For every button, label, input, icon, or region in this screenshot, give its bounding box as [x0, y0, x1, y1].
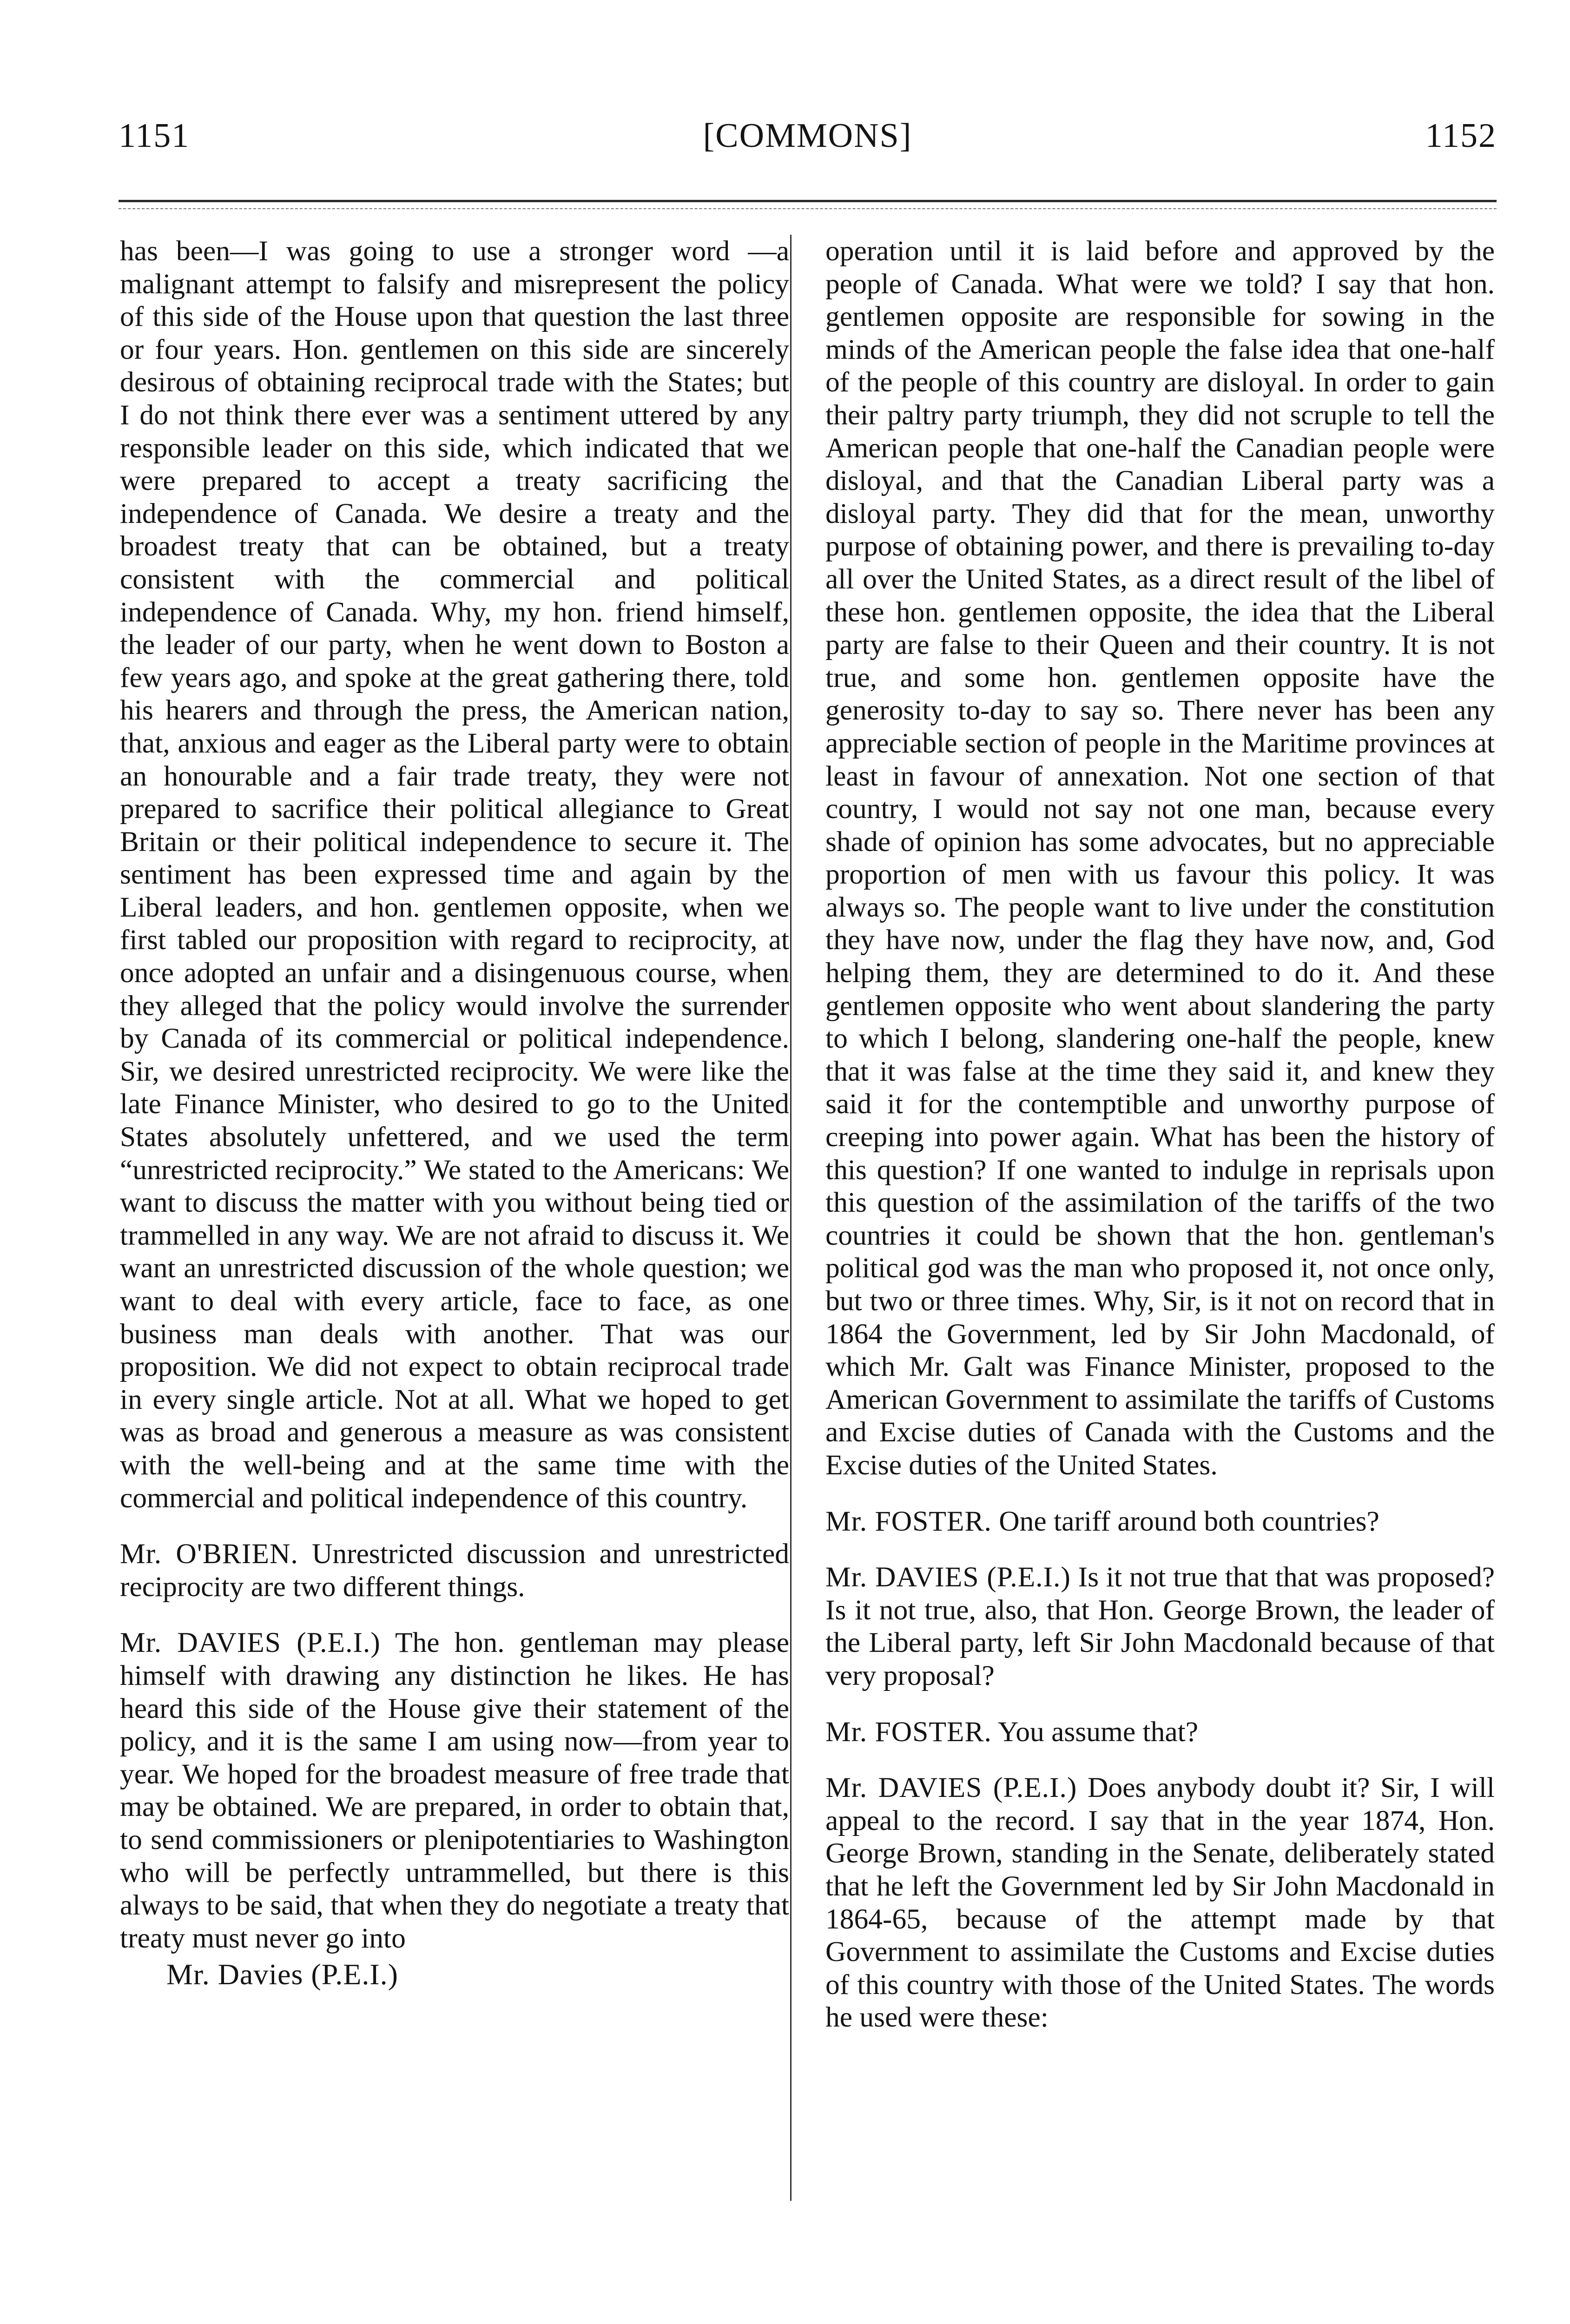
page-number-left: 1151 — [119, 117, 190, 155]
right-paragraph-5 — [825, 1771, 1495, 2034]
right-paragraph-3 — [825, 1561, 1495, 1692]
speaker-davies: Mr. DAVIES (P.E.I.) — [120, 1627, 381, 1659]
speaker-davies: Mr. DAVIES (P.E.I.) — [825, 1772, 1077, 1804]
speaker-obrien: Mr. O'BRIEN. — [120, 1538, 298, 1570]
column-signature: Mr. Davies (P.E.I.) — [166, 1958, 398, 1991]
left-paragraph-3 — [120, 1626, 789, 1954]
right-paragraph-2 — [825, 1505, 1495, 1538]
column-divider — [790, 235, 792, 2201]
right-paragraph-1: operation until it is laid before and approved by the people of Canada. What were we told? I say that hon. gentlemen opposite are responsible for sowing in the minds of the American people the false idea that one-half of the people of this country are disloyal. In order to gain their paltry party triumph, they did not scruple to tell the American people that one-half the Canadian people were disloyal, and that the Canadian Liberal party was a disloyal party. They did that for the mean, unworthy purpose of obtaining power, and there is prevailing to-day all over the United States, as a direct result of the libel of these hon. gentlemen opposite, the idea that the Liberal party are false to their Queen and their country. It is not true, and some hon. gentlemen opposite have the generosity to-day to say so. There never has been any appreciable section of people in the Maritime provinces at least in favour of annexation. Not one section of that country, I would not say not one man, because every shade of opinion has some advocates, but no appreciable proportion of men with us favour this policy. It was always so. The people want to live under the constitution they have now, under the flag they have now, and, God helping them, they are determined to do it. And these gentlemen opposite who went about slandering the party to which I belong, slandering one-half the people, knew that it was false at the time they said it, and knew they said it for the contemptible and unworthy purpose of creeping into power again. What has been the history of this question? If one wanted to indulge in reprisals upon this question of the assimilation of the tariffs of the two countries it could be shown that the hon. gentleman's political god was the man who proposed it, not once only, but two or three times. Why, Sir, is it not on record that in 1864 the Government, led by Sir John Macdonald, of which Mr. Galt was Finance Minister, proposed to the American Government to assimilate the tariffs of Customs and Excise duties of Canada with the Customs and the Excise duties of the United States. — [825, 235, 1495, 1481]
header-rule-dashed — [119, 208, 1497, 209]
running-head: [COMMONS] — [703, 117, 912, 155]
obrien-remark: Unrestricted discussion and unrestricted reciprocity are two different things. — [120, 1538, 789, 1603]
left-paragraph-2 — [120, 1538, 789, 1603]
speaker-davies: Mr. DAVIES (P.E.I.) — [825, 1561, 1071, 1593]
page-header — [119, 116, 1497, 167]
foster-remark: You assume that? — [997, 1716, 1199, 1748]
speaker-foster: Mr. FOSTER. — [825, 1505, 992, 1537]
foster-remark: One tariff around both countries? — [999, 1505, 1379, 1537]
header-rule — [119, 200, 1497, 202]
davies-remark: Does anybody doubt it? Sir, I will appeal to the record. I say that in the year 1874, Hon. George Brown, standing in the Senate, deliberately stated that he left the Government led by Sir John Macdonald in 1864-65, because of the attempt made by that Government to assimilate the Customs and Excise duties of this country with those of the United States. The words he used were these: — [825, 1772, 1495, 2034]
right-column — [825, 235, 1495, 2034]
left-column — [120, 235, 789, 1992]
right-paragraph-4 — [825, 1716, 1495, 1749]
davies-remark: The hon. gentleman may please himself with drawing any distinction he likes. He has heard this side of the House give their statement of the policy, and it is the same I am using now—from year to year. We hoped for the broadest measure of free trade that may be obtained. We are prepared, in order to obtain that, to send commissioners or plenipotentiaries to Washington who will be perfectly untrammelled, but there is this always to be said, that when they do negotiate a treaty that treaty must never go into — [120, 1627, 789, 1954]
speaker-foster: Mr. FOSTER. — [825, 1716, 992, 1748]
page-number-right: 1152 — [1425, 117, 1497, 155]
left-paragraph-1: has been—I was going to use a stronger word —a malignant attempt to falsify and misrepresent the policy of this side of the House upon that question the last three or four years. Hon. gentlemen on this side are sincerely desirous of obtaining reciprocal trade with the States; but I do not think there ever was a sentiment uttered by any responsible leader on this side, which indicated that we were prepared to accept a treaty sacrificing the independence of Canada. We desire a treaty and the broadest treaty that can be obtained, but a treaty consistent with the commercial and political independence of Canada. Why, my hon. friend himself, the leader of our party, when he went down to Boston a few years ago, and spoke at the great gathering there, told his hearers and through the press, the American nation, that, anxious and eager as the Liberal party were to obtain an honourable and a fair trade treaty, they were not prepared to sacrifice their political allegiance to Great Britain or their political independence to secure it. The sentiment has been expressed time and again by the Liberal leaders, and hon. gentlemen opposite, when we first tabled our proposition with regard to reciprocity, at once adopted an unfair and a disingenuous course, when they alleged that the policy would involve the surrender by Canada of its commercial or political independence. Sir, we desired unrestricted reciprocity. We were like the late Finance Minister, who desired to go to the United States absolutely unfettered, and we used the term “unrestricted reciprocity.” We stated to the Americans: We want to discuss the matter with you without being tied or trammelled in any way. We are not afraid to discuss it. We want an unrestricted discussion of the whole question; we want to deal with every article, face to face, as one business man deals with another. That was our proposition. We did not expect to obtain reciprocal trade in every single article. Not at all. What we hoped to get was as broad and generous a measure as was consistent with the well-being and at the same time with the commercial and political independence of this country. — [120, 235, 789, 1514]
davies-remark: Is it not true that that was proposed? Is it not true, also, that Hon. George Brown, the leader of the Liberal party, left Sir John Macdonald because of that very proposal? — [825, 1561, 1495, 1691]
